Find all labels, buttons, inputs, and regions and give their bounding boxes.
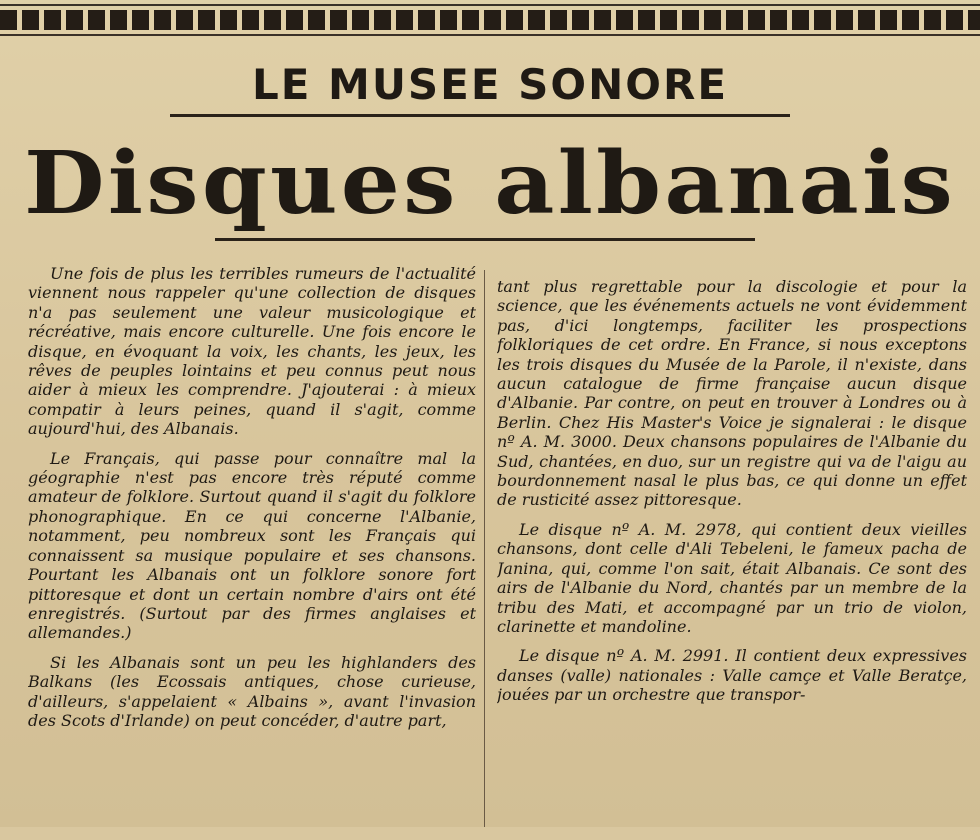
dashed-border [0, 10, 980, 30]
paragraph: Le disque nº A. M. 2978, qui contient deux vieilles chansons, dont celle d'Ali Tebeleni, le fameux pacha de Janina, qui, comme l'on sait, était Albanais. Ce sont des airs de l'Albanie du Nord, chantés par un membre de la tribu des Mati, et accompagné par un trio de violon, clarinette et mandoline. [497, 519, 967, 636]
paragraph: tant plus regrettable pour la discologie et pour la science, que les événements actuels ne vont évidemment pas, d'ici longtemps, faciliter les prospections folkloriques de cet ordre. En France, si nous exceptons les trois disques du Musée de la Parole, il n'existe, dans aucun catalogue de firme française aucun disque d'Albanie. Par contre, on peut en trouver à Londres ou à Berlin. Chez His Master's Voice je signalerai : le disque nº A. M. 3000. Deux chansons populaires de l'Albanie du Sud, chantées, en duo, sur un registre qui va de l'aigu au bourdonnement nasal le plus bas, ce qui donne un effet de rusticité assez pittoresque. [497, 277, 967, 510]
paragraph: Le disque nº A. M. 2991. Il contient deux expressives danses (valle) nationales : Valle camçe et Valle Beratçe, jouées par un orchestre que transpor- [497, 646, 967, 705]
article-column-left [28, 264, 476, 827]
column-divider [484, 270, 485, 827]
article-column-right [497, 277, 967, 840]
headline: Disques albanais [23, 133, 957, 234]
paragraph: Le Français, qui passe pour connaître mal la géographie n'est pas encore très réputé comme amateur de folklore. Surtout quand il s'agit du folklore phonographique. En ce qui concerne l'Albanie, notamment, peu nombreux sont les Français qui connaissent sa musique populaire et ses chansons. Pourtant les Albanais ont un folklore sonore fort pittoresque et dont un certain nombre d'airs ont été enregistrés. (Surtout par des firmes anglaises et allemandes.) [28, 448, 476, 643]
section-kicker: LE MUSEE SONORE [251, 60, 729, 109]
paragraph: Si les Albanais sont un peu les highlanders des Balkans (les Ecossais antiques, chose curieuse, d'ailleurs, s'appelaient « Albains », avant l'invasion des Scots d'Irlande) on peut concéder, d'autre part, [28, 652, 476, 730]
kicker-underline [170, 114, 790, 117]
border-rule [0, 34, 980, 36]
headline-underline [215, 238, 755, 241]
paragraph: Une fois de plus les terribles rumeurs de l'actualité viennent nous rappeler qu'une collection de disques n'a pas seulement une valeur musicologique et récréative, mais encore culturelle. Une fois encore le disque, en évoquant la voix, les chants, les jeux, les rêves de peuples lointains et peu connus peut nous aider à mieux les comprendre. J'ajouterai : à mieux compatir à leurs peines, quand il s'agit, comme aujourd'hui, des Albanais. [28, 264, 476, 439]
top-rule [0, 4, 980, 6]
